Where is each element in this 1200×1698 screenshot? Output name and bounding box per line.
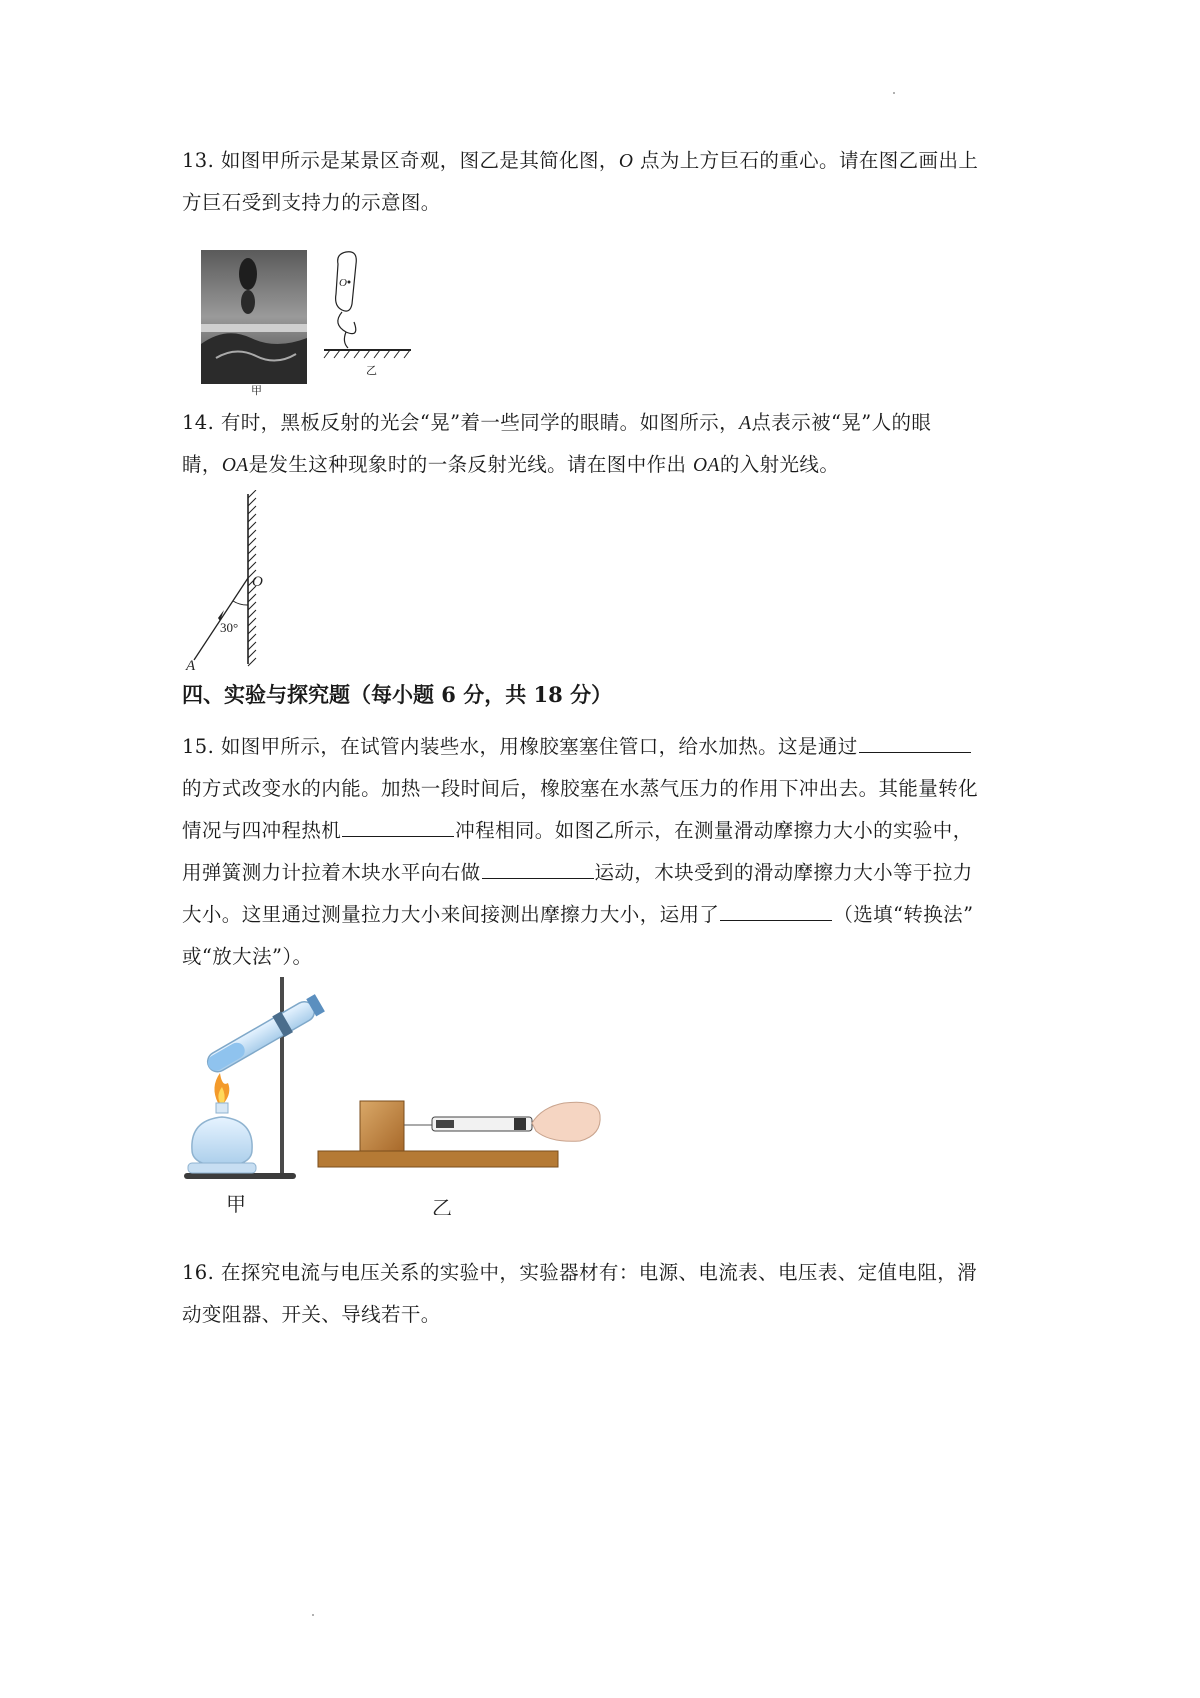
- blank-2[interactable]: [342, 817, 454, 837]
- blank-1[interactable]: [859, 733, 971, 753]
- q15-line-3: 情况与四冲程热机 冲程相同。如图乙所示，在测量滑动摩擦力大小的实验中，: [182, 819, 973, 842]
- scan-dot: [312, 1614, 314, 1616]
- hand: [532, 1102, 600, 1141]
- q15-line-2: 的方式改变水的内能。加热一段时间后，橡胶塞在水蒸气压力的作用下冲出去。其能量转化: [182, 777, 979, 800]
- wooden-block: [360, 1101, 404, 1151]
- point-o: O: [618, 151, 634, 172]
- q15-line-1: 15. 如图甲所示，在试管内装些水，用橡胶塞塞住管口，给水加热。这是通过: [182, 726, 1028, 768]
- q14-line-1: 14. 有时，黑板反射的光会“晃”着一些同学的眼睛。如图所示，A点表示被“晃”人的眼: [182, 411, 932, 434]
- q16-number: 16.: [182, 1261, 215, 1284]
- alcohol-lamp: [188, 1073, 256, 1173]
- photo-jia: [201, 250, 307, 384]
- q15-figure-svg: [180, 975, 650, 1215]
- q16-line-2: 动变阻器、开关、导线若干。: [182, 1303, 441, 1326]
- point-a-label: A: [186, 658, 196, 670]
- q13-label-yi: 乙: [366, 365, 377, 377]
- q13-line-2: 方巨石受到支持力的示意图。: [182, 191, 441, 214]
- q15-line-6: 或“放大法”）。: [182, 945, 313, 968]
- balanced-rock: [239, 258, 257, 290]
- q15-label-yi: 乙: [432, 1198, 452, 1215]
- q13-point-o-label: O: [339, 277, 347, 289]
- q15-line-4: 用弹簧测力计拉着木块水平向右做 运动，木块受到的滑动摩擦力大小等于拉力: [182, 861, 973, 884]
- q16-line-1: 16. 在探究电流与电压关系的实验中，实验器材有：电源、电流表、电压表、定值电阻，滑: [182, 1261, 978, 1284]
- q13-label-jia: 甲: [251, 385, 262, 396]
- q15-number: 15.: [182, 735, 215, 758]
- q15-line-5: 大小。这里通过测量拉力大小来间接测出摩擦力大小，运用了 （选填“转换法”: [182, 903, 974, 926]
- blank-4[interactable]: [720, 901, 832, 921]
- question-14: [182, 402, 1028, 486]
- q13-number: 13.: [182, 149, 215, 172]
- diagram-yi: [324, 252, 411, 358]
- scan-dot: [893, 92, 895, 94]
- question-13: [182, 140, 1028, 224]
- reflected-ray: [194, 578, 248, 660]
- q14-line-2: 睛，OA是发生这种现象时的一条反射光线。请在图中作出 OA的入射光线。: [182, 453, 840, 476]
- angle-arc: [233, 601, 248, 605]
- q13-figure-svg: [196, 246, 436, 396]
- question-15: [182, 726, 1028, 978]
- section-4-title: 四、实验与探究题（每小题 6 分，共 18 分）: [182, 682, 613, 707]
- center-of-gravity: [348, 281, 351, 284]
- q14-figure: [180, 490, 290, 670]
- q14-mirror-diagram: [180, 490, 290, 670]
- point-o-label: O: [252, 574, 263, 590]
- test-tube: [203, 992, 326, 1077]
- question-16: [182, 1252, 1028, 1336]
- friction-setup: [318, 1101, 600, 1167]
- blank-3[interactable]: [482, 859, 594, 879]
- q15-figure: [180, 975, 650, 1215]
- q14-number: 14.: [182, 411, 215, 434]
- q13-figure: [196, 246, 436, 396]
- q15-label-jia: 甲: [226, 1194, 246, 1215]
- angle-label: 30°: [220, 620, 239, 635]
- q13-line-1: 13. 如图甲所示是某景区奇观，图乙是其简化图，O 点为上方巨石的重心。请在图乙画出上: [182, 149, 979, 172]
